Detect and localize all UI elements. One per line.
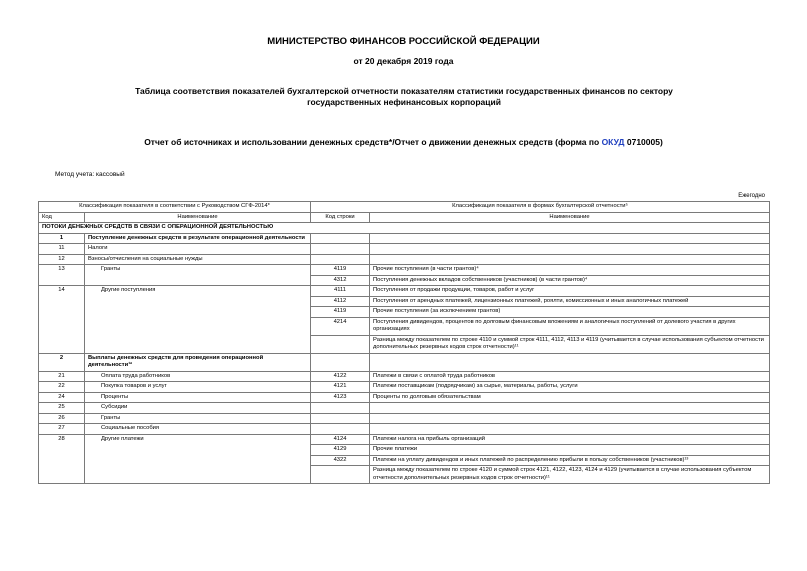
row-line-code (311, 244, 370, 255)
row-code: 27 (39, 424, 85, 435)
row-line-name: Поступления денежных вкладов собственников (участников) (в части грантов)⁴ (370, 275, 770, 286)
ministry-title: МИНИСТЕРСТВО ФИНАНСОВ РОССИЙСКОЙ ФЕДЕРАЦИИ (267, 36, 540, 47)
periodicity: Ежегодно (738, 193, 765, 199)
row-line-name: Прочие поступления (в части грантов)⁴ (370, 265, 770, 276)
report-title (0, 137, 807, 147)
row-line-name (370, 233, 770, 244)
row-line-name: Прочие платежи (370, 445, 770, 456)
row-line-code (311, 233, 370, 244)
row-line-name (370, 244, 770, 255)
row-line-name (370, 353, 770, 371)
table-row (39, 434, 770, 445)
row-name: Другие платежи (85, 434, 311, 484)
row-line-code: 4214 (311, 317, 370, 335)
table-row (39, 233, 770, 244)
row-code: 14 (39, 286, 85, 354)
row-line-name: Платежи на уплату дивидендов и иных платежей по распределению прибыли в пользу собственников (участников)¹³ (370, 455, 770, 466)
row-code: 24 (39, 392, 85, 403)
col-name-right: Наименование (370, 212, 770, 223)
row-line-name (370, 403, 770, 414)
table-row (39, 254, 770, 265)
row-code: 12 (39, 254, 85, 265)
accounting-method: Метод учета: кассовый (55, 171, 125, 178)
table-row (39, 286, 770, 297)
row-line-name (370, 413, 770, 424)
row-line-name: Платежи в связи с оплатой труда работников (370, 371, 770, 382)
row-name: Социальные пособия (85, 424, 311, 435)
row-code: 25 (39, 403, 85, 414)
row-name: Проценты (85, 392, 311, 403)
table-row (39, 424, 770, 435)
table-row (39, 392, 770, 403)
row-line-name: Проценты по долговым обязательствам (370, 392, 770, 403)
row-line-code (311, 353, 370, 371)
row-name: Гранты (85, 413, 311, 424)
row-line-code: 4111 (311, 286, 370, 297)
col-code: Код (39, 212, 85, 223)
okud-link[interactable]: ОКУД (601, 137, 625, 147)
row-line-code: 4121 (311, 382, 370, 393)
row-line-code: 4112 (311, 296, 370, 307)
row-line-name (370, 254, 770, 265)
row-line-name: Разница между показателем по строке 4110 и суммой строк 4111, 4112, 4113 и 4119 (учитывается в случае использования субъектом отчетности дополнительных резервных кодов строк отчетности)¹¹ (370, 335, 770, 353)
row-line-name: Поступления от продажи продукции, товаров, работ и услуг (370, 286, 770, 297)
row-name: Субсидии (85, 403, 311, 414)
row-name: Оплата труда работников (85, 371, 311, 382)
row-name: Другие поступления (85, 286, 311, 354)
row-line-code: 4322 (311, 455, 370, 466)
row-name: Гранты (85, 265, 311, 286)
row-line-name: Платежи поставщикам (подрядчикам) за сырье, материалы, работы, услуги (370, 382, 770, 393)
table-row (39, 371, 770, 382)
section-row (39, 223, 770, 234)
row-code: 1 (39, 233, 85, 244)
row-code: 26 (39, 413, 85, 424)
col-row-code: Код строки (311, 212, 370, 223)
table-row (39, 244, 770, 255)
table-row (39, 265, 770, 276)
row-code: 28 (39, 434, 85, 484)
row-code: 21 (39, 371, 85, 382)
row-code: 22 (39, 382, 85, 393)
table-row (39, 353, 770, 371)
row-code: 11 (39, 244, 85, 255)
row-line-code: 4129 (311, 445, 370, 456)
row-line-name: Поступления от арендных платежей, лицензионных платежей, роялти, комиссионных и иных аналогичных платежей (370, 296, 770, 307)
table-group-header (39, 202, 770, 213)
document-title: Таблица соответствия показателей бухгалтерской отчетности показателям статистики государственных финансов по сектору государственных нефинансовых корпораций (135, 86, 673, 107)
row-code: 13 (39, 265, 85, 286)
row-line-code (311, 335, 370, 353)
row-line-code: 4123 (311, 392, 370, 403)
row-name: Покупка товаров и услуг (85, 382, 311, 393)
correspondence-table (38, 201, 770, 484)
table-row (39, 413, 770, 424)
row-line-name: Разница между показателем по строке 4120 и суммой строк 4121, 4122, 4123, 4124 и 4129 (учитывается в случае использования субъектом отчетности дополнительных резервных кодов строк отчетности)¹¹ (370, 466, 770, 484)
row-name: Поступление денежных средств в результате операционной деятельности (85, 233, 311, 244)
table-row (39, 403, 770, 414)
row-name: Налоги (85, 244, 311, 255)
row-line-code (311, 424, 370, 435)
row-line-code: 4312 (311, 275, 370, 286)
group-left-header: Классификация показателя в соответствии с Руководством СГФ-2014* (39, 202, 311, 213)
row-line-code (311, 403, 370, 414)
table-column-header (39, 212, 770, 223)
row-line-name (370, 424, 770, 435)
row-name: Выплаты денежных средств для проведения операционной деятельности¹² (85, 353, 311, 371)
row-line-code: 4122 (311, 371, 370, 382)
row-line-name: Прочие поступления (за исключением грантов) (370, 307, 770, 318)
report-title-prefix: Отчет об источниках и использовании денежных средств*/Отчет о движении денежных средств (форма по (144, 137, 602, 147)
row-line-code (311, 254, 370, 265)
row-line-code: 4119 (311, 307, 370, 318)
row-line-code (311, 466, 370, 484)
report-title-suffix: 0710005) (624, 137, 663, 147)
table-row (39, 382, 770, 393)
document-date: от 20 декабря 2019 года (353, 56, 454, 66)
row-code: 2 (39, 353, 85, 371)
row-line-code: 4119 (311, 265, 370, 276)
row-line-code: 4124 (311, 434, 370, 445)
row-line-code (311, 413, 370, 424)
row-name: Взносы/отчисления на социальные нужды (85, 254, 311, 265)
row-line-name: Поступления дивидендов, процентов по долговым финансовым вложениям и аналогичных поступлений от долевого участия в других организациях (370, 317, 770, 335)
section-title: ПОТОКИ ДЕНЕЖНЫХ СРЕДСТВ В СВЯЗИ С ОПЕРАЦИОННОЙ ДЕЯТЕЛЬНОСТЬЮ (39, 223, 770, 234)
group-right-header: Классификация показателя в формах бухгалтерской отчетности⁵ (311, 202, 770, 213)
col-name-left: Наименование (85, 212, 311, 223)
row-line-name: Платежи налога на прибыль организаций (370, 434, 770, 445)
